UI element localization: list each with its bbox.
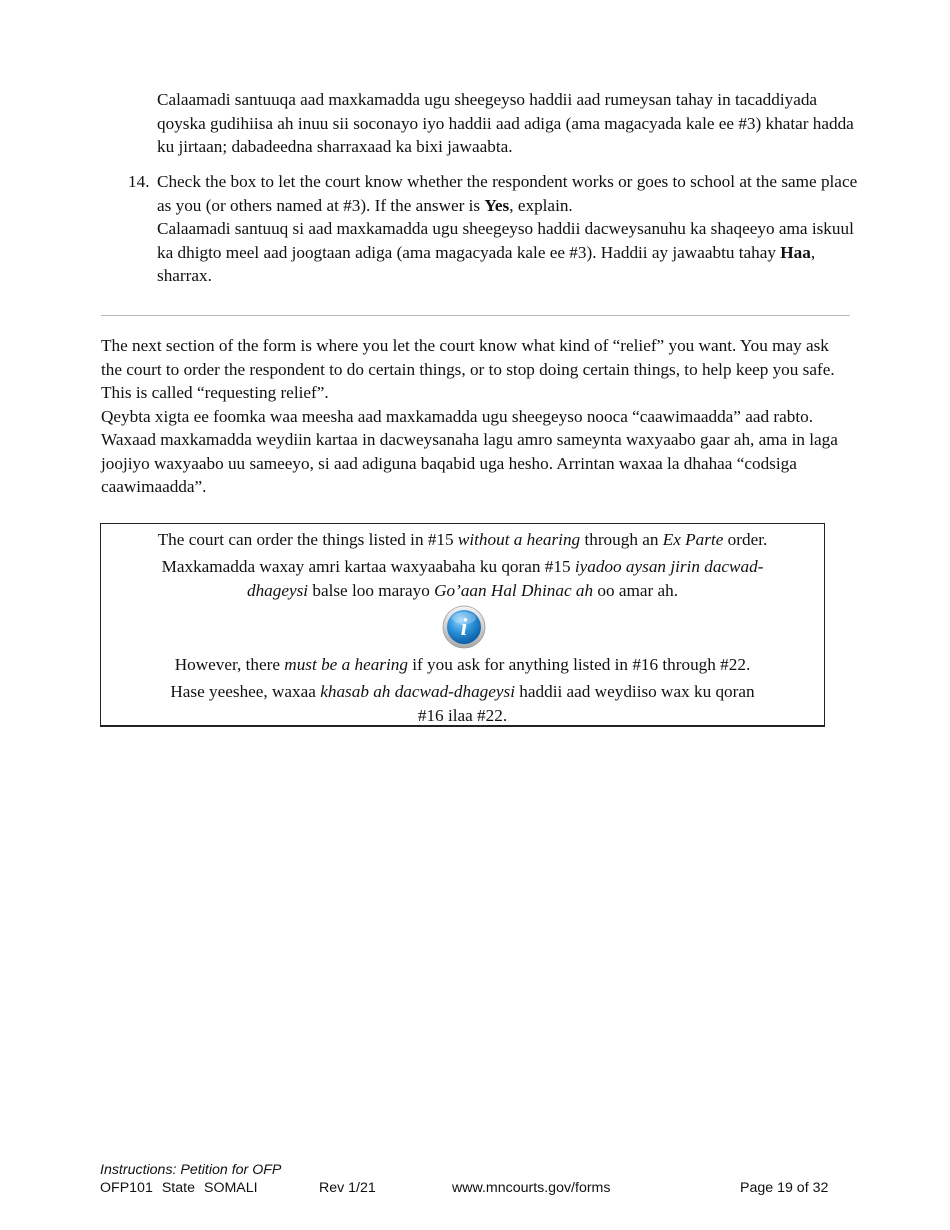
footer-revision: Rev 1/21 — [319, 1180, 376, 1196]
item-14-english: Check the box to let the court know whether the respondent works or goes to school at the same place as you (or others named at #3). If the answer is Yes, explain. — [157, 172, 858, 215]
relief-intro — [101, 334, 851, 499]
item-14-body — [157, 170, 858, 288]
section-divider — [101, 315, 850, 316]
svg-text:i: i — [460, 615, 468, 641]
info-line-hearing-english: However, there must be a hearing if you ask for anything listed in #16 through #22. — [174, 655, 751, 674]
footer-form-code: OFP101 State SOMALI — [100, 1180, 258, 1196]
info-line-ex-parte-english: The court can order the things listed in #15 without a hearing through an Ex Parte order. — [157, 530, 768, 549]
footer-url[interactable]: www.mncourts.gov/forms — [452, 1180, 611, 1196]
hearing-info-box — [100, 523, 825, 727]
item-14-number: 14. — [128, 172, 150, 191]
info-icon — [442, 605, 486, 649]
relief-intro-english: The next section of the form is where you let the court know what kind of “relief” you want. You may ask the court to order the respondent to do certain things, or to stop doing certain things, to help keep you safe. This is called “requesting relief”. — [101, 336, 835, 402]
item-14 — [128, 170, 858, 288]
info-line-hearing-somali: Hase yeeshee, waxaa khasab ah dacwad-dhageysi haddii aad weydiiso wax ku qoran #16 ilaa #22. — [170, 682, 755, 725]
relief-intro-somali: Qeybta xigta ee foomka waa meesha aad maxkamadda ugu sheegeyso nooca “caawimaadda” aad rabto. Waxaad maxkamadda weydiin kartaa in dacweysanaha lagu amro sameynta waxyaabo gaar ah, ama in laga joojiyo waxyaabo uu sameeyo, si aad adiguna baqabid uga hesho. Arrintan waxaa la dhahaa “codsiga caawimaadda”. — [101, 406, 838, 496]
footer-title: Instructions: Petition for OFP — [100, 1162, 282, 1178]
footer-page-number: Page 19 of 32 — [740, 1180, 829, 1196]
item-14-somali: Calaamadi santuuq si aad maxkamadda ugu sheegeyso haddii dacweysanuhu ka shaqeeyo ama iskuul ka dhigto meel aad joogtaan adiga (ama magacyada kale ee #3). Haddii ay jawaabtu tahay Haa, sharrax. — [157, 219, 854, 285]
item-13-somali-text: Calaamadi santuuqa aad maxkamadda ugu sheegeyso haddii aad rumeysan tahay in tacaddiyada qoyska gudihiisa ah inuu sii soconayo iyo haddii aad adiga (ama magacyada kale ee #3) khatar hadda ku jirtaan; dabadeedna sharraxaad ka bixi jawaabta. — [157, 90, 854, 156]
info-line-ex-parte-somali: Maxkamadda waxay amri kartaa waxyaabaha ku qoran #15 iyadoo aysan jirin dacwad-dhageysi balse loo marayo Go’aan Hal Dhinac ah oo amar ah. — [161, 557, 764, 600]
